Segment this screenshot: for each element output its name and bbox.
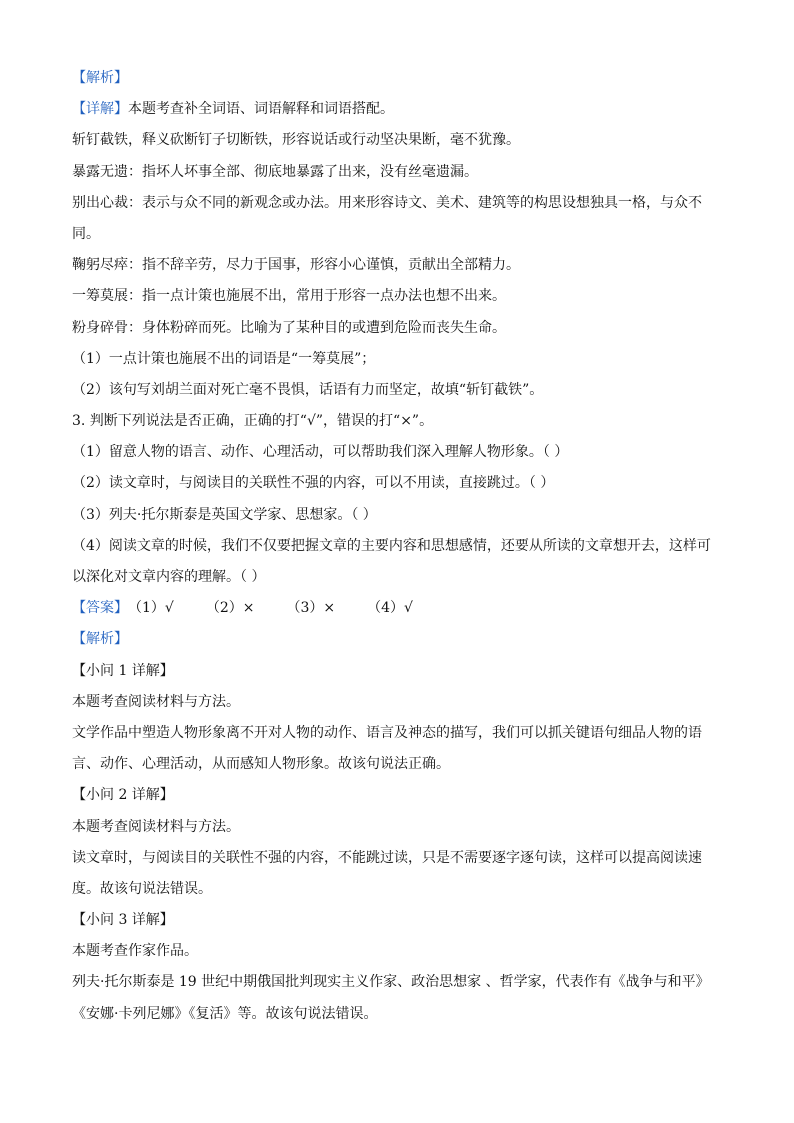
analysis-line: 本题考查阅读材料与方法。 [72, 693, 240, 710]
analysis-line: 读文章时，与阅读目的关联性不强的内容，不能跳过读，只是不需要逐字逐句读，这样可以提高阅读速 [72, 849, 702, 866]
jiexi-heading-1: 【解析】 [72, 70, 128, 86]
sub-question-heading: 【小问 2 详解】 [72, 787, 174, 804]
analysis-line: 度。故该句说法错误。 [72, 880, 212, 897]
analysis-line: 文学作品中塑造人物形象离不开对人物的动作、语言及神态的描写，我们可以抓关键语句细品人物的语 [72, 724, 702, 741]
definition-line: 同。 [72, 225, 100, 242]
answer-item: （3）× [286, 600, 336, 617]
definition-line: 鞠躬尽瘁：指不辞辛劳，尽力于国事，形容小心谨慎，贡献出全部精力。 [72, 257, 520, 274]
answer-item: （1）√ [128, 600, 174, 617]
answer-item: （2）× [205, 600, 255, 617]
xiangjie-label: 【详解】 [72, 101, 128, 118]
analysis-line: 列夫·托尔斯泰是 19 世纪中期俄国批判现实主义作家、政治思想家 、哲学家，代表作有《战争与和平》 [72, 974, 710, 991]
definition-line: 粉身碎骨：身体粉碎而死。比喻为了某种目的或遭到危险而丧失生命。 [72, 319, 506, 336]
definition-line: 暴露无遗：指坏人坏事全部、彻底地暴露了出来，没有丝毫遗漏。 [72, 163, 478, 180]
sub-question-heading: 【小问 3 详解】 [72, 912, 174, 929]
xiangjie-line [72, 94, 722, 125]
jiexi-heading-2: 【解析】 [72, 631, 128, 648]
analysis-line: 言、动作、心理活动，从而感知人物形象。故该句说法正确。 [72, 756, 450, 773]
definition-line: 一筹莫展：指一点计策也施展不出，常用于形容一点办法也想不出来。 [72, 288, 506, 305]
analysis-line: 《安娜·卡列尼娜》《复活》等。故该句说法错误。 [72, 1005, 378, 1022]
definition-line: （1）一点计策也施展不出的词语是“一筹莫展”； [72, 350, 376, 367]
sub-question-heading: 【小问 1 详解】 [72, 662, 174, 679]
answer-line [72, 593, 722, 624]
definition-line: 斩钉截铁，释义砍断钉子切断铁，形容说话或行动坚决果断，毫不犹豫。 [72, 132, 520, 149]
question-3-stem: 3. 判断下列说法是否正确，正确的打“√”，错误的打“×”。 [72, 413, 434, 430]
definition-line: 别出心裁：表示与众不同的新观念或办法。用来形容诗文、美术、建筑等的构思设想独具一格，与众不 [72, 194, 702, 211]
question-3-item: （3）列夫·托尔斯泰是英国文学家、思想家。（ ） [72, 506, 377, 523]
xiangjie-text: 本题考查补全词语、词语解释和词语搭配。 [128, 101, 394, 118]
definition-line: （2）该句写刘胡兰面对死亡毫不畏惧，话语有力而坚定，故填“斩钉截铁”。 [72, 381, 544, 398]
question-3-item: （4）阅读文章的时候，我们不仅要把握文章的主要内容和思想感情，还要从所读的文章想开去，这样可 [72, 537, 711, 554]
question-3-item: （1）留意人物的语言、动作、心理活动，可以帮助我们深入理解人物形象。（ ） [72, 444, 569, 461]
question-3-item: （2）读文章时，与阅读目的关联性不强的内容，可以不用读，直接跳过。（ ） [72, 475, 555, 492]
question-3-item: 以深化对文章内容的理解。（ ） [72, 569, 266, 585]
answer-label: 【答案】 [72, 600, 128, 617]
answer-item: （4）√ [367, 600, 413, 617]
analysis-line: 本题考查阅读材料与方法。 [72, 818, 240, 835]
analysis-line: 本题考查作家作品。 [72, 943, 198, 960]
